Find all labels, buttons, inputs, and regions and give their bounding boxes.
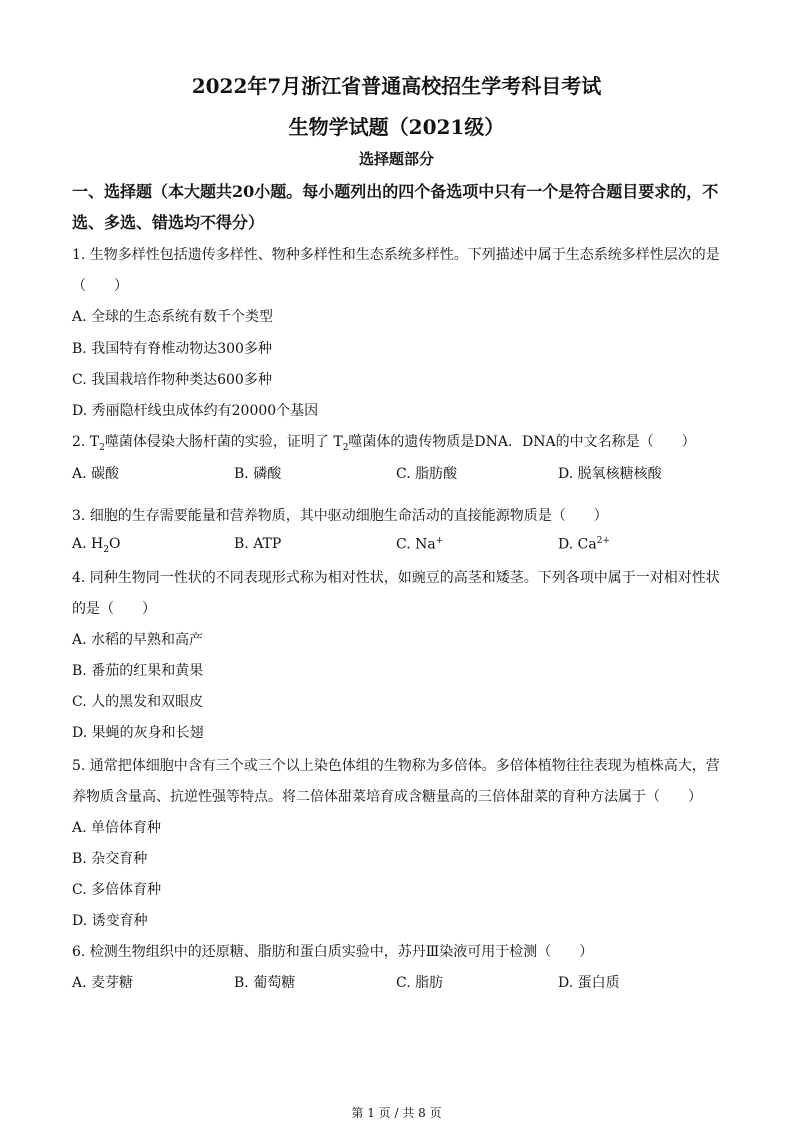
q2-stem-part: 噬菌体侵染大肠杆菌的实验，证明了 T bbox=[104, 434, 343, 450]
q4-option-d[interactable]: D. 果蝇的灰身和长翅 bbox=[72, 725, 204, 741]
q2-subscript: 2 bbox=[342, 442, 349, 453]
q3-option-b[interactable]: B. ATP bbox=[234, 536, 282, 552]
q3-option-d[interactable] bbox=[558, 536, 610, 553]
q5-option-d[interactable]: D. 诱变育种 bbox=[72, 913, 148, 929]
exam-subtitle: 生物学试题（2021级） bbox=[288, 115, 505, 139]
q2-option-a[interactable]: A. 碳酸 bbox=[72, 466, 120, 482]
q3-stem: 3. 细胞的生存需要能量和营养物质，其中驱动细胞生命活动的直接能源物质是（ ） bbox=[72, 508, 608, 524]
part-heading: 选择题部分 bbox=[358, 150, 434, 168]
q6-option-b[interactable]: B. 葡萄糖 bbox=[234, 975, 296, 991]
q3-option-c[interactable] bbox=[396, 536, 443, 553]
q1-option-c[interactable]: C. 我国栽培作物种类达600多种 bbox=[72, 372, 272, 388]
q1-stem-line1: 1. 生物多样性包括遗传多样性、物种多样性和生态系统多样性。下列描述中属于生态系统多样性层次的是 bbox=[72, 247, 720, 263]
q3-option-a-subscript: 2 bbox=[103, 544, 109, 555]
q3-option-d-superscript: 2+ bbox=[596, 536, 610, 546]
q6-option-d[interactable]: D. 蛋白质 bbox=[558, 975, 620, 991]
q1-option-a[interactable]: A. 全球的生态系统有数千个类型 bbox=[72, 309, 274, 325]
q6-stem: 6. 检测生物组织中的还原糖、脂肪和蛋白质实验中，苏丹Ⅲ染液可用于检测（ ） bbox=[72, 944, 594, 960]
q4-option-c[interactable]: C. 人的黑发和双眼皮 bbox=[72, 694, 204, 710]
q2-stem bbox=[72, 431, 696, 453]
q2-stem-part: 噬菌体的遗传物质是DNA．DNA的中文名称是（ ） bbox=[348, 434, 696, 450]
q5-option-c[interactable]: C. 多倍体育种 bbox=[72, 882, 162, 898]
q3-option-d-text: D. Ca bbox=[558, 536, 597, 553]
q1-stem-line2: （ ） bbox=[72, 278, 128, 294]
section-heading: 一、选择题（本大题共20小题。每小题列出的四个备选项中只有一个是符合题目要求的，不选、多选、错选均不得分） bbox=[72, 182, 719, 232]
q1-option-b[interactable]: B. 我国特有脊椎动物达300多种 bbox=[72, 341, 272, 357]
q4-stem-line1: 4. 同种生物同一性状的不同表现形式称为相对性状，如豌豆的高茎和矮茎。下列各项中属于一对相对性状 bbox=[72, 570, 720, 586]
page-footer: 第 1 页 / 共 8 页 bbox=[351, 1106, 442, 1120]
q3-option-a-text: A. H bbox=[72, 536, 104, 552]
q3-option-a-text: O bbox=[108, 536, 121, 552]
q3-option-c-superscript: + bbox=[435, 536, 444, 546]
q5-stem-line2: 养物质含量高、抗逆性强等特点。将二倍体甜菜培育成含糖量高的三倍体甜菜的育种方法属于（ ） bbox=[72, 789, 702, 805]
q2-subscript: 2 bbox=[99, 442, 105, 453]
q2-option-b[interactable]: B. 磷酸 bbox=[234, 466, 282, 482]
q1-option-d[interactable]: D. 秀丽隐杆线虫成体约有20000个基因 bbox=[72, 403, 319, 419]
exam-title: 2022年7月浙江省普通高校招生学考科目考试 bbox=[191, 74, 602, 98]
q6-option-c[interactable]: C. 脂肪 bbox=[396, 975, 444, 991]
q4-option-b[interactable]: B. 番茄的红果和黄果 bbox=[72, 663, 204, 679]
q4-option-a[interactable]: A. 水稻的早熟和高产 bbox=[72, 632, 204, 648]
q3-option-c-text: C. Na bbox=[396, 536, 436, 553]
q5-stem-line1: 5. 通常把体细胞中含有三个或三个以上染色体组的生物称为多倍体。多倍体植物往往表现为植株高大，营 bbox=[72, 758, 720, 774]
q2-stem-part: 2. T bbox=[72, 434, 100, 450]
q3-option-a[interactable] bbox=[72, 536, 120, 555]
q5-option-b[interactable]: B. 杂交育种 bbox=[72, 851, 148, 867]
q6-option-a[interactable]: A. 麦芽糖 bbox=[72, 975, 134, 991]
q5-option-a[interactable]: A. 单倍体育种 bbox=[72, 820, 162, 836]
q4-stem-line2: 的是（ ） bbox=[72, 601, 156, 617]
q2-option-d[interactable]: D. 脱氧核糖核酸 bbox=[558, 466, 662, 482]
q2-option-c[interactable]: C. 脂肪酸 bbox=[396, 466, 458, 482]
